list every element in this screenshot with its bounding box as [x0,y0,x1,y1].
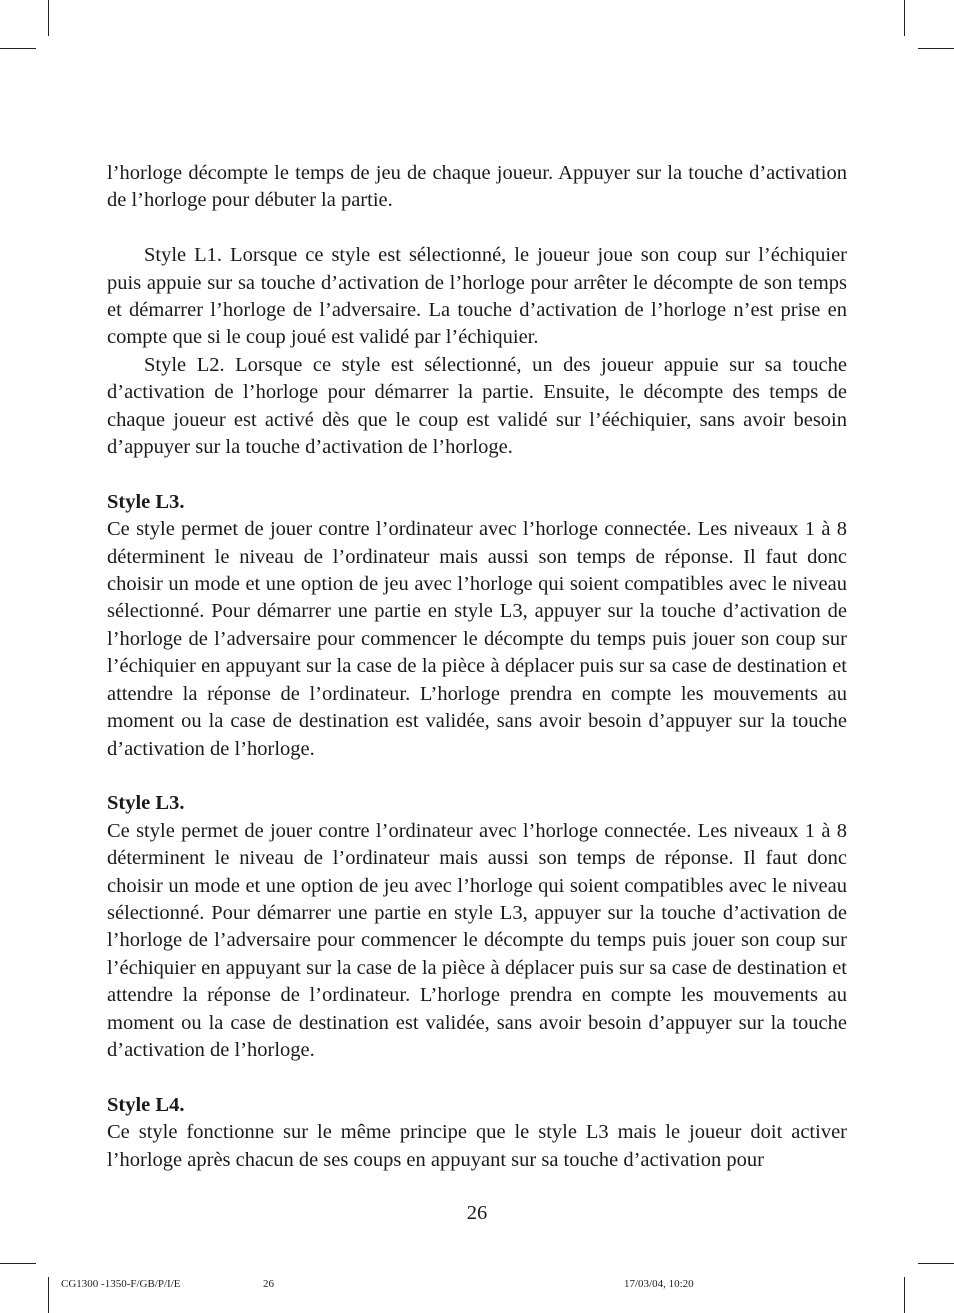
section-body: Ce style fonctionne sur le même principe que le style L3 mais le joueur doit activer l’horloge après chacun de ses coups en appuyant sur sa touche d’activation pour [107,1121,847,1171]
paragraph-style-l1: Style L1. Lorsque ce style est sélectionné, le joueur joue son coup sur l’échiquier puis appuie sur sa touche d’activation de l’horloge pour arrêter le décompte de son temps et démarrer l’horloge de l’adversaire. La touche d’activation de l’horloge n’est prise en compte que si le coup joué est validé par l’échiquier. [107,244,847,349]
section-heading: Style L4. [107,1093,185,1116]
section-heading: Style L3. [107,792,185,815]
section-body: Ce style permet de jouer contre l’ordinateur avec l’horloge connectée. Les niveaux 1 à 8 déterminent le niveau de l’ordinateur mais aussi son temps de réponse. Il faut donc choisir un mode et une option de jeu avec l’horloge qui soient compatibles avec le niveau sélectionné. Pour démarrer une partie en style L3, appuyer sur la touche d’activation de l’horloge de l’adversaire pour commencer le décompte du temps puis jouer son coup sur l’échiquier en appuyant sur la case de la pièce à déplacer puis sur sa case de destination et attendre la réponse de l’ordinateur. L’horloge prendra en compte les mouvements au moment ou la case de destination est validée, sans avoir besoin d’appuyer sur la touche d’activation de l’horloge. [107,518,847,760]
section-heading: Style L3. [107,490,185,513]
crop-mark [918,48,954,49]
page-number: 26 [466,1202,488,1224]
crop-mark [48,0,49,36]
crop-mark [48,1277,49,1313]
print-slug-code: CG1300 -1350-F/GB/P/I/E [61,1278,181,1290]
paragraph-intro: l’horloge décompte le temps de jeu de chaque joueur. Appuyer sur la touche d’activation de l’horloge pour débuter la partie. [107,162,847,212]
crop-mark [918,1263,954,1264]
crop-mark [0,1263,36,1264]
crop-mark [904,1277,905,1313]
page-body [107,160,847,1174]
print-slug-datetime: 17/03/04, 10:20 [624,1278,694,1290]
print-slug-page: 26 [263,1278,274,1290]
crop-mark [904,0,905,36]
paragraph-style-l2: Style L2. Lorsque ce style est sélectionné, un des joueur appuie sur sa touche d’activation de l’horloge pour démarrer la partie. Ensuite, le décompte des temps de chaque joueur est activé dès que le coup est validé sur l’ééchiquier, sans avoir besoin d’appuyer sur la touche d’activation de l’horloge. [107,353,847,459]
crop-mark [0,48,36,49]
section-body: Ce style permet de jouer contre l’ordinateur avec l’horloge connectée. Les niveaux 1 à 8 déterminent le niveau de l’ordinateur mais aussi son temps de réponse. Il faut donc choisir un mode et une option de jeu avec l’horloge qui soient compatibles avec le niveau sélectionné. Pour démarrer une partie en style L3, appuyer sur la touche d’activation de l’horloge de l’adversaire pour commencer le décompte du temps puis jouer son coup sur l’échiquier en appuyant sur la case de la pièce à déplacer puis sur sa case de destination et attendre la réponse de l’ordinateur. L’horloge prendra en compte les mouvements au moment ou la case de destination est validée, sans avoir besoin d’appuyer sur la touche d’activation de l’horloge. [107,819,847,1061]
